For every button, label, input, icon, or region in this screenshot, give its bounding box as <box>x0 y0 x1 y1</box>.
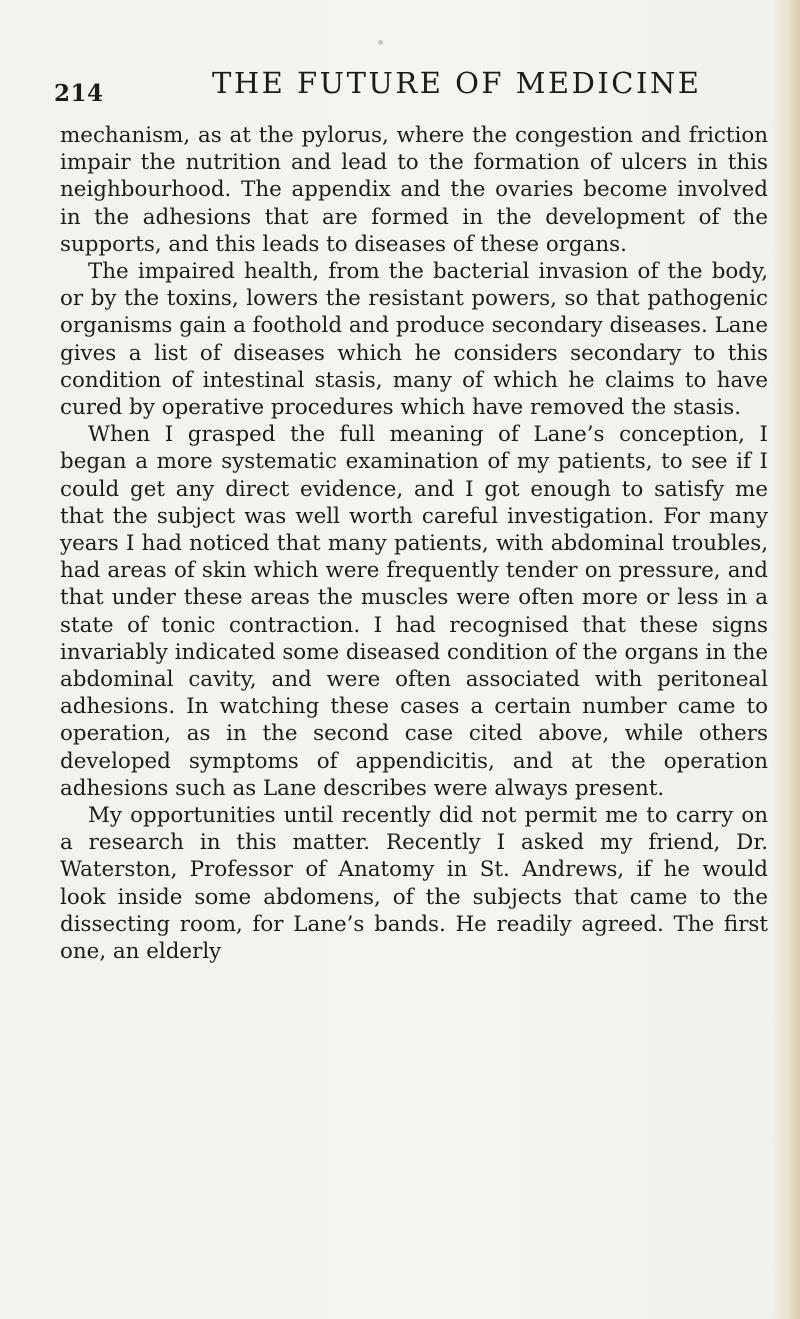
paragraph: When I grasped the full meaning of Lane’s conception, I began a more systematic examination of my patients, to see if I could get any direct evidence, and I got enough to satisfy me that the subject was well worth careful investigation. For many years I had noticed that many patients, with abdominal troubles, had areas of skin which were frequently tender on pressure, and that under these areas the muscles were often more or less in a state of tonic contraction. I had recognised that these signs invariably indicated some diseased condition of the organs in the abdominal cavity, and were often associated with peritoneal adhesions. In watching these cases a certain number came to operation, as in the second case cited above, while others developed symptoms of appendicitis, and at the operation adhesions such as Lane describes were always present. <box>60 422 769 801</box>
running-head: THE FUTURE OF MEDICINE <box>212 66 702 100</box>
page-number: 214 <box>54 80 104 107</box>
paragraph: mechanism, as at the pylorus, where the congestion and friction impair the nutrition and lead to the formation of ulcers in this neighbourhood. The appendix and the ovaries become involved in the adhesions that are formed in the development of the supports, and this leads to diseases of these organs. <box>60 123 768 257</box>
page-edge-shadow <box>774 0 800 1319</box>
paper-speck <box>378 40 383 45</box>
page-header <box>54 66 754 106</box>
paragraph: My opportunities until recently did not permit me to carry on a research in this matter. Recently I asked my friend, Dr. Waterston, Professor of Anatomy in St. Andrews, if he would look inside some abdomens, of the subjects that came to the dissecting room, for Lane’s bands. He readily agreed. The first one, an elderly <box>60 803 768 965</box>
body-text <box>60 122 768 965</box>
paragraph: The impaired health, from the bacterial invasion of the body, or by the toxins, lowers the resistant powers, so that pathogenic organisms gain a foothold and produce secondary diseases. Lane gives a list of diseases which he considers secondary to this condition of intestinal stasis, many of which he claims to have cured by operative procedures which have removed the stasis. <box>60 259 768 421</box>
